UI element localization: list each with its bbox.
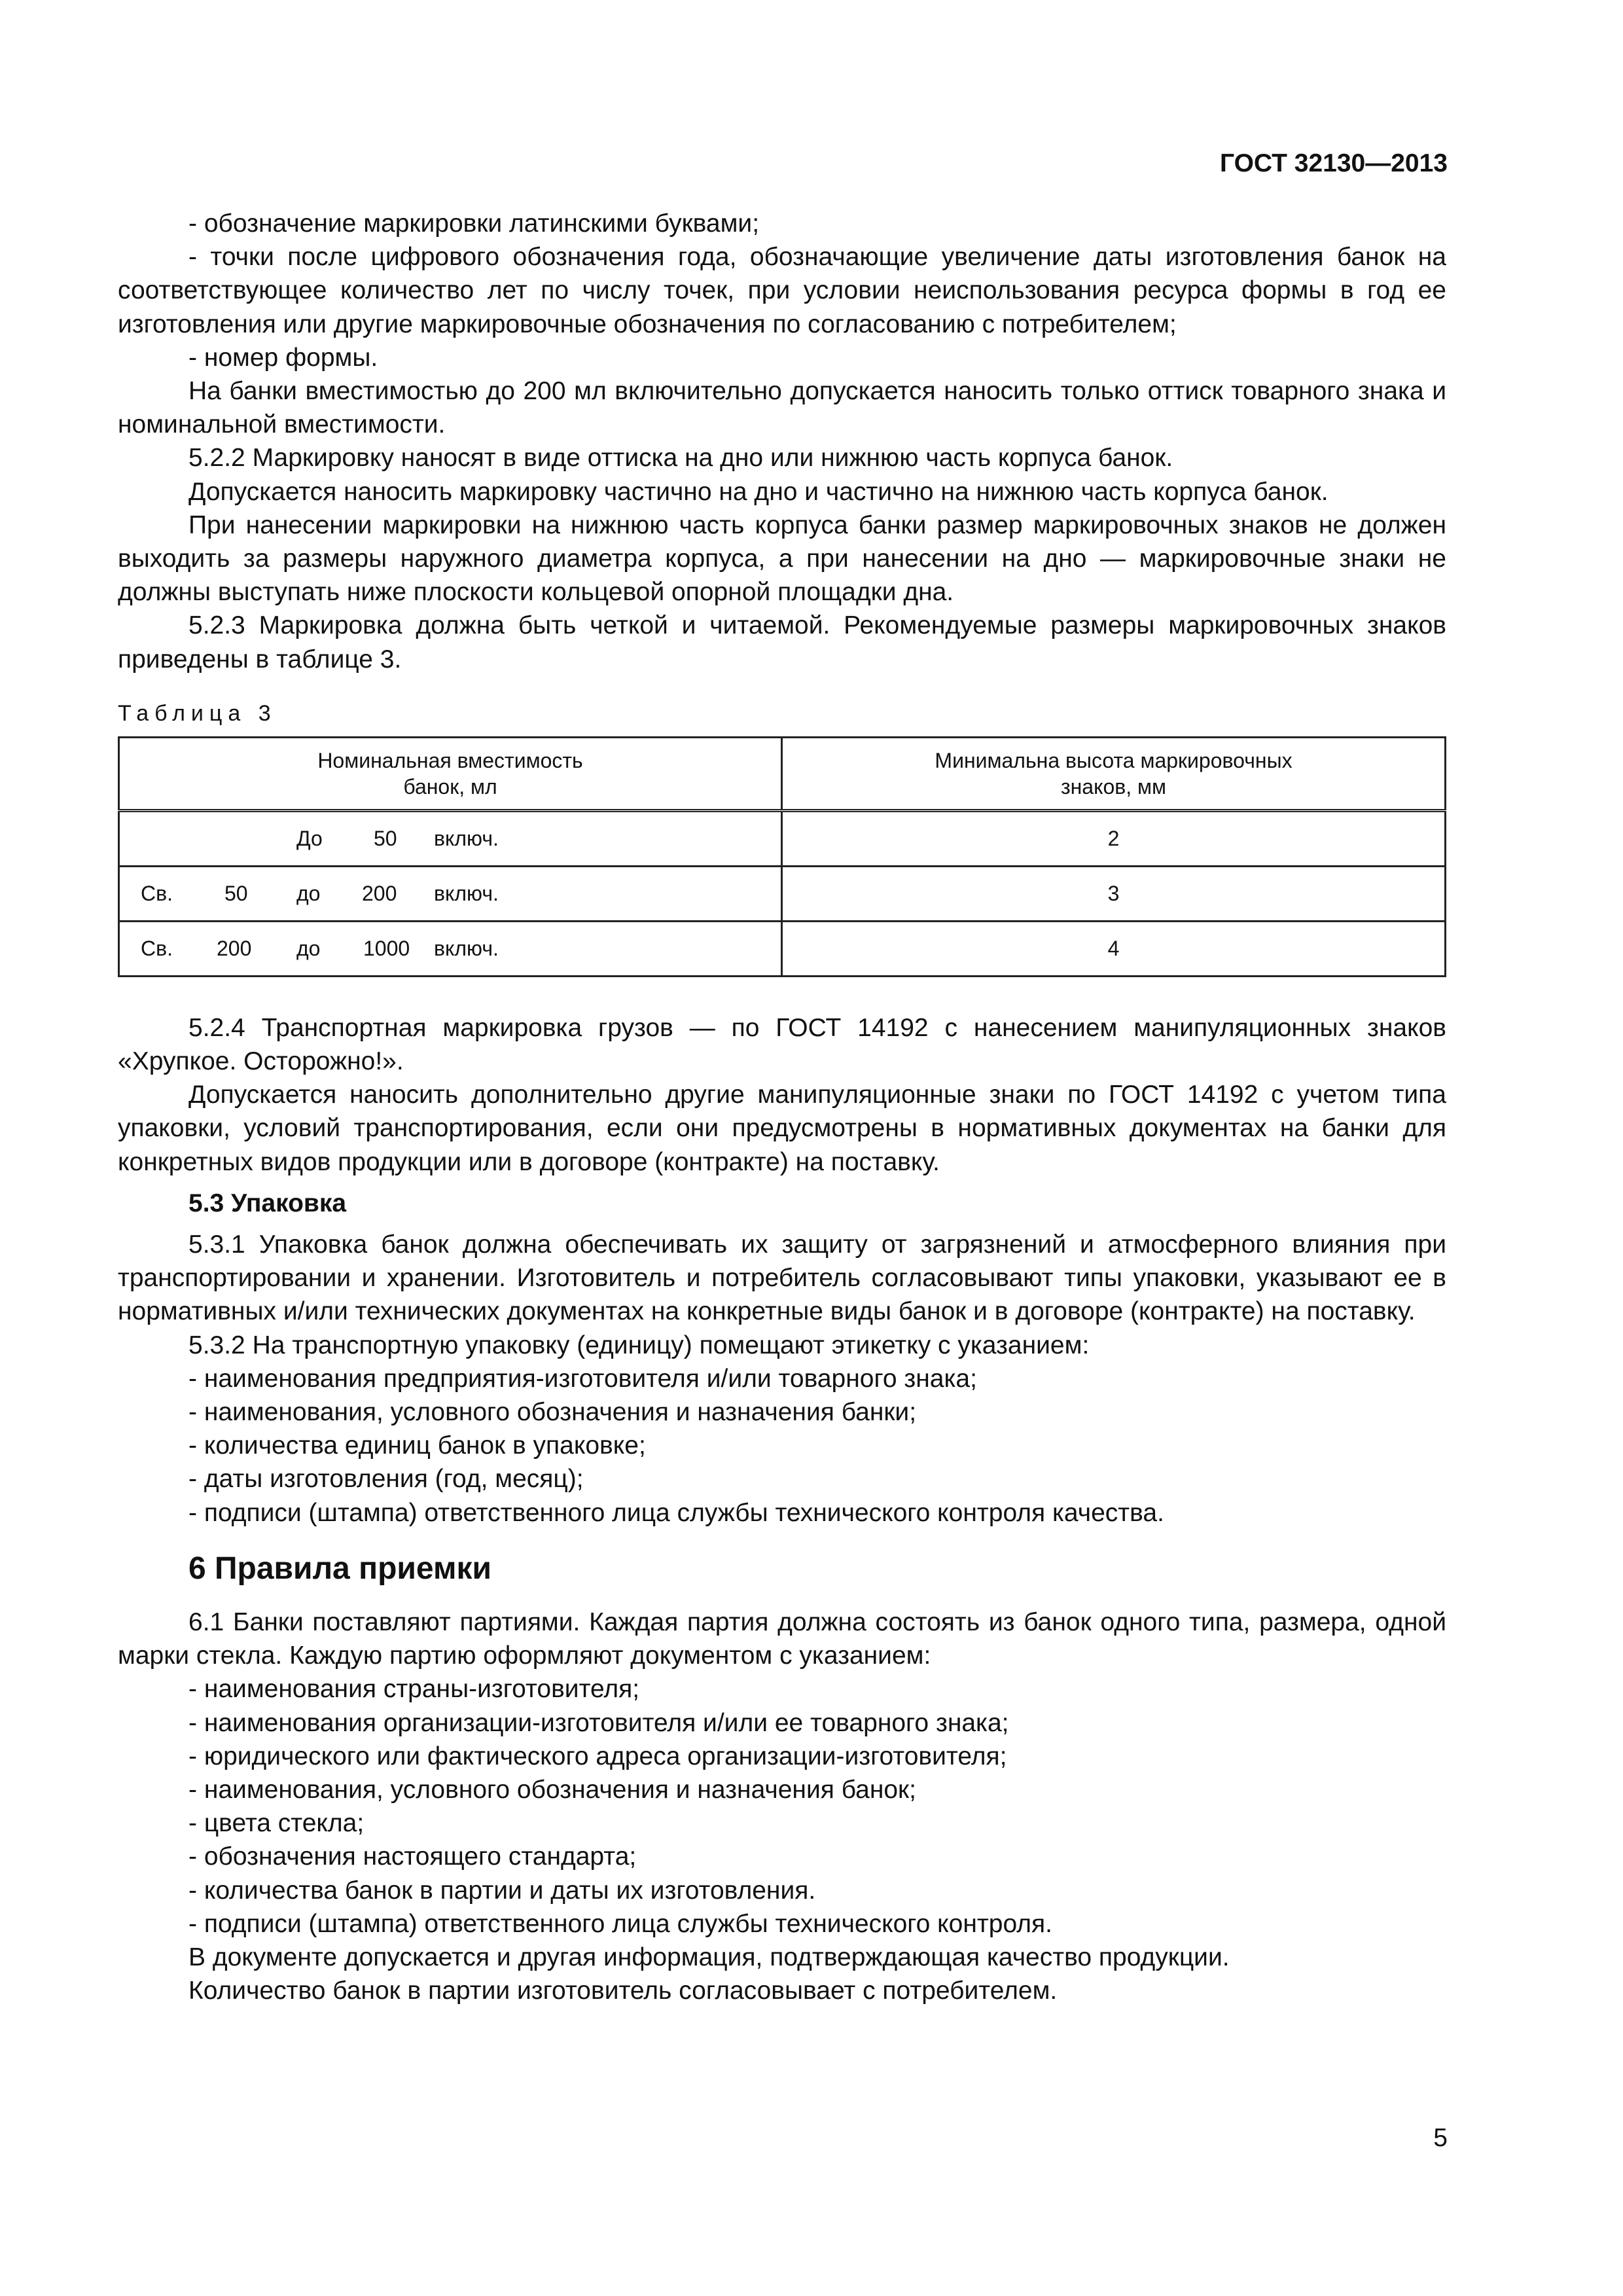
capacity-to: 50 [374, 827, 397, 851]
capacity-mid: до [296, 937, 321, 961]
paragraph: 5.2.3 Маркировка должна быть четкой и читаемой. Рекомендуемые размеры маркировочных знаков приведены в таблице 3. [118, 611, 1446, 673]
capacity-cell [119, 866, 782, 921]
capacity-mid: до [296, 882, 321, 906]
paragraph: При нанесении маркировки на нижнюю часть корпуса банки размер маркировочных знаков не должен выходить за размеры наружного диаметра корпуса, а при нанесении на дно — маркировочные знаки не должны выступать ниже плоскости кольцевой опорной площадки дна. [118, 511, 1446, 607]
list-item: - цвета стекла; [188, 1809, 365, 1838]
paragraph: 5.2.2 Маркировку наносят в виде оттиска на дно или нижнюю часть корпуса банок. [188, 444, 1173, 473]
table-caption: Таблица 3 [118, 700, 277, 726]
min-height-cell: 4 [782, 921, 1446, 976]
list-item: - наименования, условного обозначения и назначения банок; [188, 1775, 916, 1804]
list-item: - обозначения настоящего стандарта; [188, 1842, 637, 1871]
capacity-cell [119, 921, 782, 976]
list-item: - подписи (штампа) ответственного лица службы технического контроля качества. [188, 1498, 1164, 1527]
top-block [118, 207, 1446, 676]
paragraph: 6.1 Банки поставляют партиями. Каждая партия должна состоять из банок одного типа, размера, одной марки стекла. Каждую партию оформляют документом с указанием: [118, 1607, 1446, 1670]
list-item: - обозначение маркировки латинскими буквами; [188, 209, 760, 238]
min-height-cell: 2 [782, 810, 1446, 866]
capacity-suffix: включ. [434, 882, 499, 906]
capacity-to: 200 [362, 882, 397, 906]
header-min-height-line1: Минимальна высота маркировочных [935, 748, 1293, 772]
list-item: - наименования, условного обозначения и назначения банки; [188, 1398, 917, 1427]
table-3 [118, 736, 1446, 977]
subsection-heading: 5.3 Упаковка [188, 1189, 347, 1217]
paragraph: 5.3.2 На транспортную упаковку (единицу) помещают этикетку с указанием: [188, 1331, 1090, 1359]
page-number: 5 [1433, 2124, 1448, 2152]
list-item: - наименования страны-изготовителя; [188, 1675, 640, 1704]
capacity-mid: До [296, 827, 323, 851]
list-item: Количество банок в партии изготовитель согласовывает с потребителем. [188, 1977, 1058, 2005]
table-row [119, 921, 1446, 976]
page-content [118, 207, 1446, 2007]
capacity-from: 50 [224, 882, 248, 906]
table-row [119, 866, 1446, 921]
list-item: - номер формы. [188, 343, 378, 372]
capacity-prefix: Св. [141, 937, 173, 961]
list-item: - наименования предприятия-изготовителя и/или товарного знака; [188, 1364, 977, 1393]
section-heading: 6 Правила приемки [188, 1551, 492, 1586]
capacity-to: 1000 [363, 937, 410, 961]
middle-block [118, 1011, 1446, 1179]
block-5-3 [118, 1228, 1446, 1530]
capacity-cell [119, 810, 782, 866]
list-item: - количества банок в партии и даты их изготовления. [188, 1876, 816, 1905]
list-item: - подписи (штампа) ответственного лица службы технического контроля. [188, 1909, 1053, 1938]
paragraph: 5.3.1 Упаковка банок должна обеспечивать их защиту от загрязнений и атмосферного влияния при транспортировании и хранении. Изготовитель и потребитель согласовывают типы упаковки, указывают ее в нормативных и/или технических документах на конкретные виды банок и в договоре (контракте) на поставку. [118, 1230, 1446, 1326]
list-item: В документе допускается и другая информация, подтверждающая качество продукции. [188, 1943, 1230, 1971]
capacity-suffix: включ. [434, 937, 499, 961]
header-capacity-line1: Номинальная вместимость [317, 748, 583, 772]
paragraph: Допускается наносить дополнительно другие манипуляционные знаки по ГОСТ 14192 с учетом типа упаковки, условий транспортирования, если они предусмотрены в нормативных документах на банки для конкретных видов продукции или в договоре (контракте) на поставку. [118, 1081, 1446, 1176]
capacity-from: 200 [217, 937, 252, 961]
table-row [119, 810, 1446, 866]
block-6 [118, 1605, 1446, 2007]
paragraph: Допускается наносить маркировку частично на дно и частично на нижнюю часть корпуса банок. [188, 477, 1329, 506]
table-header-row [119, 737, 1446, 810]
header-min-height-line2: знаков, мм [1060, 774, 1167, 798]
doc-code-header: ГОСТ 32130—2013 [1220, 149, 1448, 177]
capacity-prefix: Св. [141, 882, 173, 906]
capacity-suffix: включ. [434, 827, 499, 851]
list-item: - наименования организации-изготовителя и/или ее товарного знака; [188, 1708, 1009, 1737]
paragraph: 5.2.4 Транспортная маркировка грузов — по ГОСТ 14192 с нанесением манипуляционных знаков «Хрупкое. Осторожно!». [118, 1013, 1446, 1076]
list-item: - юридического или фактического адреса организации-изготовителя; [188, 1742, 1007, 1770]
paragraph: На банки вместимостью до 200 мл включительно допускается наносить только оттиск товарного знака и номинальной вместимости. [118, 377, 1446, 439]
header-capacity [119, 737, 782, 810]
header-min-height [782, 737, 1446, 810]
min-height-cell: 3 [782, 866, 1446, 921]
list-item: - количества единиц банок в упаковке; [188, 1431, 646, 1460]
list-item: - даты изготовления (год, месяц); [188, 1465, 584, 1494]
paragraph: - точки после цифрового обозначения года, обозначающие увеличение даты изготовления банок на соответствующее количество лет по числу точек, при условии неиспользования ресурса формы в год ее изготовления или другие маркировочные обозначения по согласованию с потребителем; [118, 243, 1446, 338]
header-capacity-line2: банок, мл [403, 774, 497, 798]
